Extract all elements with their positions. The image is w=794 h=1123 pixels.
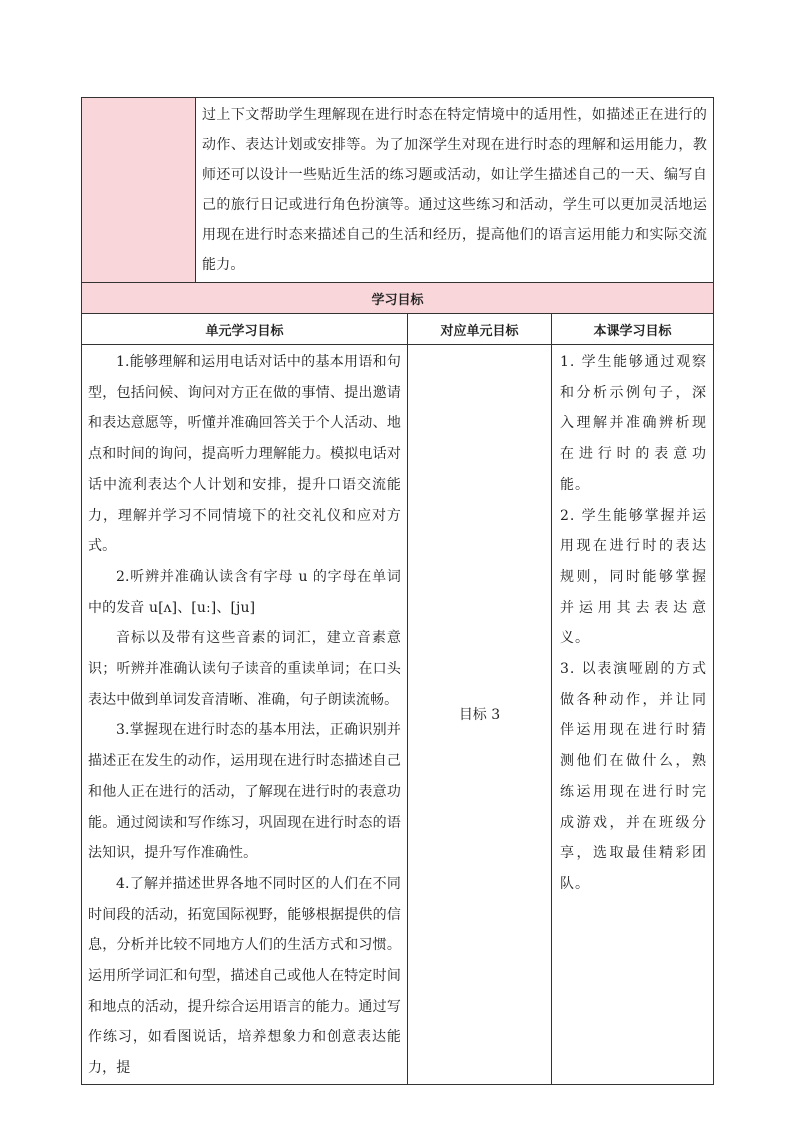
section-header-row	[82, 283, 714, 314]
column-header-target: 对应单元目标	[408, 314, 552, 345]
unit-goal-item: 4.了解并描述世界各地不同时区的人们在不同时间段的活动，拓宽国际视野，能够根据提供的信息，分析并比较不同地方人们的生活方式和习惯。运用所学词汇和句型，描述自己或他人在特定时间和地点的活动，提升综合运用语言的能力。通过写作练习，如看图说话，培养想象力和创意表达能力，提	[88, 875, 401, 1077]
unit-goal-item: 1.能够理解和运用电话对话中的基本用语和句型，包括问候、询问对方正在做的事情、提出邀请和表达意愿等，听懂并准确回答关于个人活动、地点和时间的询问，提高听力理解能力。模拟电话对话中流利表达个人计划和安排，提升口语交流能力，理解并学习不同情境下的社交礼仪和应对方式。	[88, 354, 401, 555]
unit-goals-cell	[82, 345, 408, 1085]
intro-row	[82, 98, 714, 283]
unit-goal-item: 3.掌握现在进行时态的基本用法，正确识别并描述正在发生的动作，运用现在进行时态描述自己和他人正在进行的活动，了解现在进行时的表意功能。通过阅读和写作练习，巩固现在进行时态的语法知识，提升写作准确性。	[88, 722, 401, 862]
unit-goal-item: 2.听辨并准确认读含有字母 u 的字母在单词中的发音 u[ʌ]、[uː]、[ju]	[88, 568, 401, 616]
column-header-row	[82, 314, 714, 345]
target-cell: 目标 3	[408, 345, 552, 1085]
lesson-plan-table	[81, 97, 714, 1085]
lesson-goals-cell	[552, 345, 714, 1085]
column-header-unit: 单元学习目标	[82, 314, 408, 345]
intro-text: 过上下文帮助学生理解现在进行时态在特定情境中的适用性，如描述正在进行的动作、表达计划或安排等。为了加深学生对现在进行时态的理解和运用能力，教师还可以设计一些贴近生活的练习题或活动，如让学生描述自己的一天、编写自己的旅行日记或进行角色扮演等。通过这些练习和活动，学生可以更加灵活地运用现在进行时态来描述自己的生活和经历，提高他们的语言运用能力和实际交流能力。	[196, 98, 714, 283]
lesson-goal-item: 2. 学生能够掌握并运用现在进行时的表达规则，同时能够掌握并运用其去表达意义。	[560, 507, 708, 647]
intro-label-cell	[82, 98, 196, 283]
column-header-lesson: 本课学习目标	[552, 314, 714, 345]
lesson-goal-item: 1. 学生能够通过观察和分析示例句子，深入理解并准确辨析现在进行时的表意功能。	[560, 354, 708, 493]
section-title: 学习目标	[82, 283, 714, 314]
goals-row	[82, 345, 714, 1085]
lesson-goal-item: 3. 以表演哑剧的方式做各种动作，并让同伴运用现在进行时猜测他们在做什么，熟练运用现在进行时完成游戏，并在班级分享，选取最佳精彩团队。	[560, 661, 708, 892]
unit-goal-item: 音标以及带有这些音素的词汇，建立音素意识；听辨并准确认读句子读音的重读单词；在口头表达中做到单词发音清晰、准确，句子朗读流畅。	[88, 630, 401, 708]
